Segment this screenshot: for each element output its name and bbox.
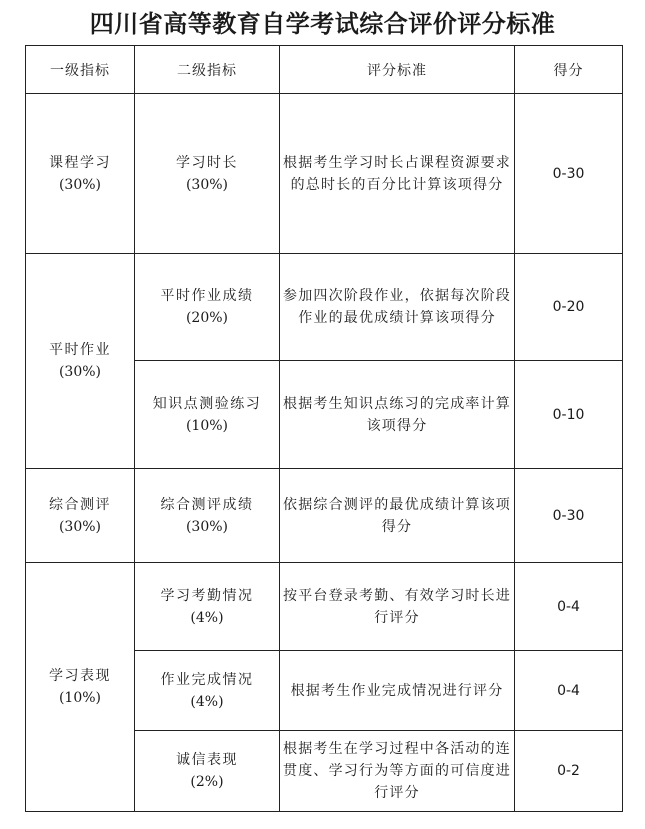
table-row xyxy=(26,563,623,651)
level2-name: 诚信表现 xyxy=(176,752,238,768)
standard-cell xyxy=(280,651,515,731)
level1-cell xyxy=(26,469,135,563)
standard-text: 根据考生学习时长占课程资源要求的总时长的百分比计算该项得分 xyxy=(283,154,511,193)
header-standard: 评分标准 xyxy=(280,46,515,94)
level1-weight: (30%) xyxy=(58,176,102,193)
level2-name: 综合测评成绩 xyxy=(160,496,254,513)
level1-weight: (30%) xyxy=(58,518,102,535)
score-cell: 0-10 xyxy=(515,361,623,469)
level2-cell xyxy=(135,94,280,254)
table-row xyxy=(26,254,623,361)
score-cell: 0-30 xyxy=(515,94,623,254)
level2-cell xyxy=(135,563,280,651)
level2-cell xyxy=(135,651,280,731)
standard-text: 根据考生作业完成情况进行评分 xyxy=(290,682,504,699)
standard-cell xyxy=(280,563,515,651)
level1-name: 学习表现 xyxy=(49,668,111,684)
standard-text: 依据综合测评的最优成绩计算该项得分 xyxy=(283,496,511,535)
level1-cell xyxy=(26,563,135,812)
standard-cell xyxy=(280,469,515,563)
level1-weight: (30%) xyxy=(58,364,102,380)
header-level2: 二级指标 xyxy=(135,46,280,94)
document-title: 四川省高等教育自学考试综合评价评分标准 xyxy=(89,9,556,38)
score-cell: 0-20 xyxy=(515,254,623,361)
level2-name: 知识点测验练习 xyxy=(152,395,262,412)
level1-cell xyxy=(26,254,135,469)
level2-name: 平时作业成绩 xyxy=(160,288,254,304)
level1-weight: (10%) xyxy=(58,690,102,706)
level2-cell xyxy=(135,361,280,469)
level1-cell xyxy=(26,94,135,254)
header-score: 得分 xyxy=(515,46,623,94)
table-header-row xyxy=(26,46,623,94)
score-cell: 0-4 xyxy=(515,651,623,731)
level2-weight: (20%) xyxy=(185,310,229,326)
standard-cell xyxy=(280,731,515,812)
level2-cell xyxy=(135,731,280,812)
score-cell: 0-2 xyxy=(515,731,623,812)
level2-name: 学习时长 xyxy=(176,154,238,171)
level2-name: 学习考勤情况 xyxy=(160,587,254,604)
level2-cell xyxy=(135,469,280,563)
standard-cell xyxy=(280,254,515,361)
standard-cell xyxy=(280,361,515,469)
standard-text: 根据考生在学习过程中各活动的连贯度、学习行为等方面的可信度进行评分 xyxy=(283,741,511,801)
table-row xyxy=(26,469,623,563)
table-row xyxy=(26,94,623,254)
level2-weight: (30%) xyxy=(185,518,229,535)
level2-cell xyxy=(135,254,280,361)
level2-weight: (30%) xyxy=(185,176,229,193)
standard-text: 按平台登录考勤、有效学习时长进行评分 xyxy=(283,587,511,626)
level2-weight: (2%) xyxy=(190,774,224,790)
scoring-criteria-table xyxy=(25,45,623,812)
standard-text: 参加四次阶段作业，依据每次阶段作业的最优成绩计算该项得分 xyxy=(283,288,511,326)
level1-name: 平时作业 xyxy=(49,342,111,358)
header-level1: 一级指标 xyxy=(26,46,135,94)
standard-text: 根据考生知识点练习的完成率计算该项得分 xyxy=(283,395,511,434)
level2-name: 作业完成情况 xyxy=(160,671,254,688)
score-cell: 0-4 xyxy=(515,563,623,651)
level2-weight: (4%) xyxy=(190,609,224,626)
standard-cell xyxy=(280,94,515,254)
score-cell: 0-30 xyxy=(515,469,623,563)
level1-name: 综合测评 xyxy=(49,496,111,513)
level2-weight: (4%) xyxy=(190,693,224,710)
level2-weight: (10%) xyxy=(185,417,229,434)
level1-name: 课程学习 xyxy=(49,154,111,171)
